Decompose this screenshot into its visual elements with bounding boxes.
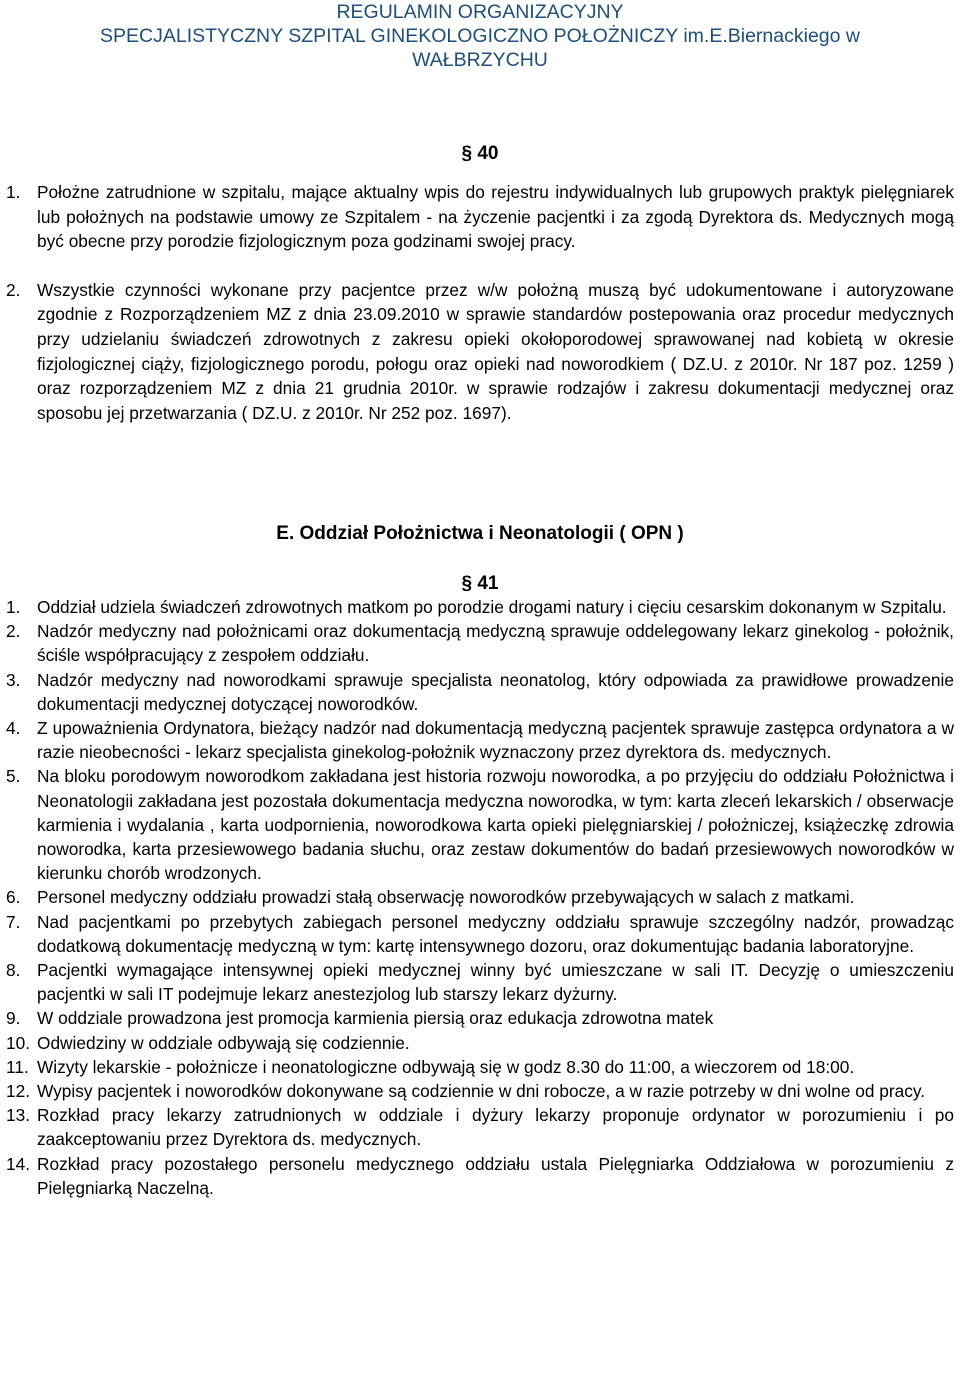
- list-item: [6, 910, 954, 958]
- item-number: 9.: [6, 1008, 21, 1029]
- item-number: 12.: [6, 1081, 31, 1102]
- list-item: [6, 668, 954, 716]
- item-number: 1.: [6, 182, 21, 202]
- list-item: [6, 716, 954, 764]
- item-text: Nadzór medyczny nad noworodkami sprawuje specjalista neonatolog, który odpowiada za prawidłowe prowadzenie dokumentacji medycznej dotyczącej noworodków.: [37, 669, 954, 714]
- item-number: 7.: [6, 911, 21, 932]
- paragraph-40-list: [6, 180, 954, 425]
- list-item: [6, 595, 954, 619]
- list-item: [6, 180, 954, 254]
- item-text: Personel medyczny oddziału prowadzi stałą obserwację noworodków przebywających w salach z matkami.: [37, 887, 855, 908]
- list-item: [6, 1055, 954, 1079]
- list-item: [6, 958, 954, 1006]
- list-item: [6, 885, 954, 909]
- list-item: [6, 619, 954, 667]
- paragraph-number-41: § 41: [461, 573, 499, 594]
- item-text: Położne zatrudnione w szpitalu, mające aktualny wpis do rejestru indywidualnych lub grupowych praktyk pielęgniarek lub położnych na podstawie umowy ze Szpitalem - na życzenie pacjentki i za zgodą Dyrektora ds. Medycznych mogą być obecne przy porodzie fizjologicznym poza godzinami swojej pracy.: [37, 182, 954, 252]
- item-text: W oddziale prowadzona jest promocja karmienia piersią oraz edukacja zdrowotna matek: [37, 1008, 714, 1029]
- section-title: E. Oddział Położnictwa i Neonatologii ( OPN ): [276, 523, 684, 544]
- list-item: [6, 1152, 954, 1200]
- list-item: [6, 278, 954, 426]
- paragraph-number-40: § 40: [461, 143, 499, 164]
- header-city: WAŁBRZYCHU: [412, 49, 548, 71]
- item-number: 4.: [6, 718, 21, 739]
- item-text: Nad pacjentkami po przebytych zabiegach personel medyczny oddziału sprawuje szczególny nadzór, prowadząc dodatkową dokumentację medyczną w tym: kartę intensywnego dozoru, oraz dokumentując badania laboratoryjne.: [37, 911, 954, 956]
- item-number: 2.: [6, 621, 21, 642]
- list-item: [6, 1006, 954, 1030]
- item-number: 3.: [6, 669, 21, 690]
- item-text: Wizyty lekarskie - położnicze i neonatologiczne odbywają się w godz 8.30 do 11:00, a wieczorem od 18:00.: [37, 1056, 855, 1077]
- item-number: 13.: [6, 1105, 31, 1126]
- paragraph-41-list: [6, 595, 954, 1200]
- list-item: [6, 1079, 954, 1103]
- list-item: [6, 1103, 954, 1151]
- item-number: 6.: [6, 887, 21, 908]
- item-text: Nadzór medyczny nad położnicami oraz dokumentacją medyczną sprawuje oddelegowany lekarz ginekolog - położnik, ściśle współpracujący z zespołem oddziału.: [37, 621, 954, 666]
- list-item: [6, 764, 954, 885]
- item-text: Rozkład pracy lekarzy zatrudnionych w oddziale i dyżury lekarzy proponuje ordynator w porozumieniu i po zaakceptowaniu przez Dyrektora ds. medycznych.: [37, 1105, 954, 1150]
- item-text: Pacjentki wymagające intensywnej opieki medycznej winny być umieszczane w sali IT. Decyzję o umieszczeniu pacjentki w sali IT podejmuje lekarz anestezjolog lub starszy lekarz dyżurny.: [37, 960, 954, 1005]
- item-number: 10.: [6, 1032, 31, 1053]
- item-text: Wypisy pacjentek i noworodków dokonywane są codziennie w dni robocze, a w razie potrzeby w dni wolne od pracy.: [37, 1081, 926, 1102]
- item-number: 1.: [6, 597, 21, 617]
- item-text: Wszystkie czynności wykonane przy pacjentce przez w/w położną muszą być udokumentowane i autoryzowane zgodnie z Rozporządzeniem MZ z dnia 23.09.2010 w sprawie standardów postepowania oraz procedur medycznych przy udzielaniu świadczeń zdrowotnych z zakresu opieki okołoporodowej sprawowanej nad kobietą w okresie fizjologicznej ciąży, fizjologicznego porodu, połogu oraz opieki nad noworodkiem ( DZ.U. z 2010r. Nr 187 poz. 1259 ) oraz rozporządzeniem MZ z dnia 21 grudnia 2010r. w sprawie rodzajów i zakresu dokumentacji medycznej oraz sposobu jej przetwarzania ( DZ.U. z 2010r. Nr 252 poz. 1697).: [37, 279, 954, 423]
- item-number: 11.: [6, 1056, 29, 1077]
- item-number: 5.: [6, 766, 21, 787]
- item-text: Odwiedziny w oddziale odbywają się codziennie.: [37, 1032, 410, 1053]
- item-number: 8.: [6, 960, 21, 981]
- header-hospital-name: SPECJALISTYCZNY SZPITAL GINEKOLOGICZNO POŁOŻNICZY im.E.Biernackiego w: [100, 25, 860, 47]
- header-title: REGULAMIN ORGANIZACYJNY: [336, 1, 624, 23]
- list-item: [6, 1031, 954, 1055]
- item-text: Na bloku porodowym noworodkom zakładana jest historia rozwoju noworodka, a po przyjęciu do oddziału Położnictwa i Neonatologii zakładana jest pozostała dokumentacja medyczna noworodka, w tym: karta zleceń lekarskich / obserwacje karmienia i wydalania , karta uodpornienia, noworodkowa karta opieki pielęgniarskiej / położniczej, książeczkę zdrowia noworodka, karta przesiewowego badania słuchu, oraz zestaw dokumentów do badań przesiewowych noworodków w kierunku chorób wrodzonych.: [37, 766, 954, 884]
- item-number: 2.: [6, 279, 21, 300]
- item-text: Z upoważnienia Ordynatora, bieżący nadzór nad dokumentacją medyczną pacjentek sprawuje zastępca ordynatora a w razie nieobecności - lekarz specjalista ginekolog-położnik wyznaczony przez dyrektora ds. medycznych.: [37, 718, 954, 763]
- document-header: [0, 0, 960, 72]
- item-text: Rozkład pracy pozostałego personelu medycznego oddziału ustala Pielęgniarka Oddziałowa w porozumieniu z Pielęgniarką Naczelną.: [37, 1153, 954, 1198]
- item-number: 14.: [6, 1153, 31, 1174]
- item-text: Oddział udziela świadczeń zdrowotnych matkom po porodzie drogami natury i cięciu cesarskim dokonanym w Szpitalu.: [37, 597, 947, 617]
